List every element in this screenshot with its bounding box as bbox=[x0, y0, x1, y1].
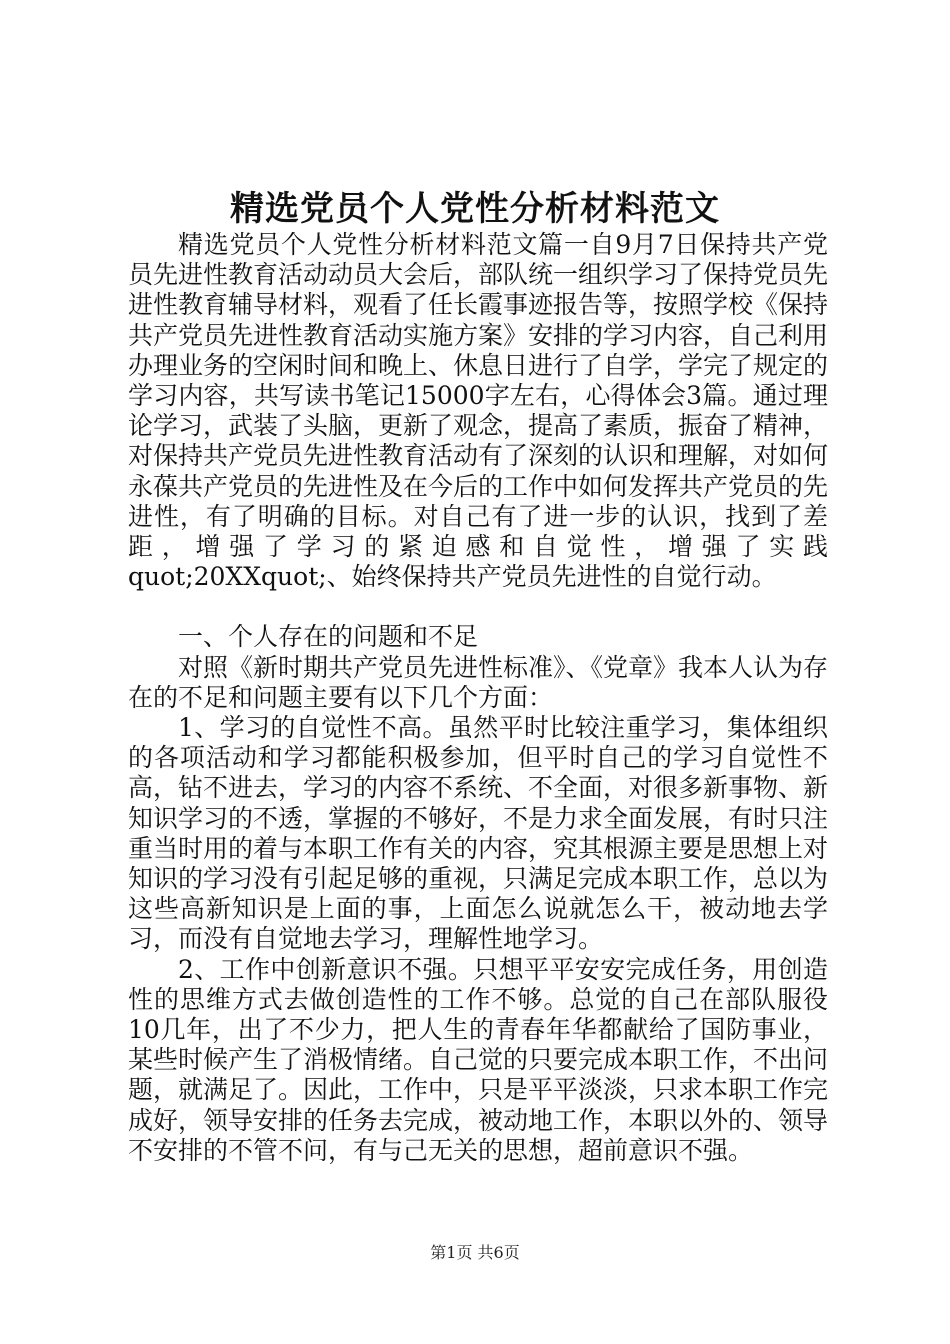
document-body bbox=[128, 230, 828, 1166]
page-footer: 第1页 共6页 bbox=[430, 1243, 520, 1262]
document-title: 精选党员个人党性分析材料范文 bbox=[230, 189, 720, 229]
section-heading: 一、个人存在的问题和不足 bbox=[178, 622, 479, 652]
point-1-paragraph: 1、学习的自觉性不高。虽然平时比较注重学习，集体组织的各项活动和学习都能积极参加，但平时自己的学习自觉性不高，钻不进去，学习的内容不系统、不全面，对很多新事物、新知识学习的不透，掌握的不够好，不是力求全面发展，有时只注重当时用的着与本职工作有关的内容，究其根源主要是思想上对知识的学习没有引起足够的重视，只满足完成本职工作，总以为这些高新知识是上面的事，上面怎么说就怎么干，被动地去学习，而没有自觉地去学习，理解性地学习。 bbox=[128, 713, 829, 954]
point-2-paragraph: 2、工作中创新意识不强。只想平平安安完成任务，用创造性的思维方式去做创造性的工作不够。总觉的自己在部队服役10几年，出了不少力，把人生的青春年华都献给了国防事业，某些时候产生了消极情绪。自己觉的只要完成本职工作，不出问题，就满足了。因此，工作中，只是平平淡淡，只求本职工作完成好，领导安排的任务去完成，被动地工作，本职以外的、领导不安排的不管不问，有与己无关的思想，超前意识不强。 bbox=[128, 954, 829, 1165]
section-intro-paragraph: 对照《新时期共产党员先进性标准》、《党章》我本人认为存在的不足和问题主要有以下几个方面： bbox=[128, 652, 829, 712]
intro-paragraph: 精选党员个人党性分析材料范文篇一自9月7日保持共产党员先进性教育活动动员大会后，部队统一组织学习了保持党员先进性教育辅导材料，观看了任长霞事迹报告等，按照学校《保持共产党员先进性教育活动实施方案》安排的学习内容，自己利用办理业务的空闲时间和晚上、休息日进行了自学，学完了规定的学习内容，共写读书笔记15000字左右，心得体会3篇。通过理论学习，武装了头脑，更新了观念，提高了素质，振奋了精神，对保持共产党员先进性教育活动有了深刻的认识和理解，对如何永葆共产党员的先进性及在今后的工作中如何发挥共产党员的先进性，有了明确的目标。对自己有了进一步的认识，找到了差距，增强了学习的紧迫感和自觉性，增强了实践quot;20XXquot;、始终保持共产党员先进性的自觉行动。 bbox=[128, 230, 829, 592]
paragraph-spacer bbox=[128, 592, 828, 622]
